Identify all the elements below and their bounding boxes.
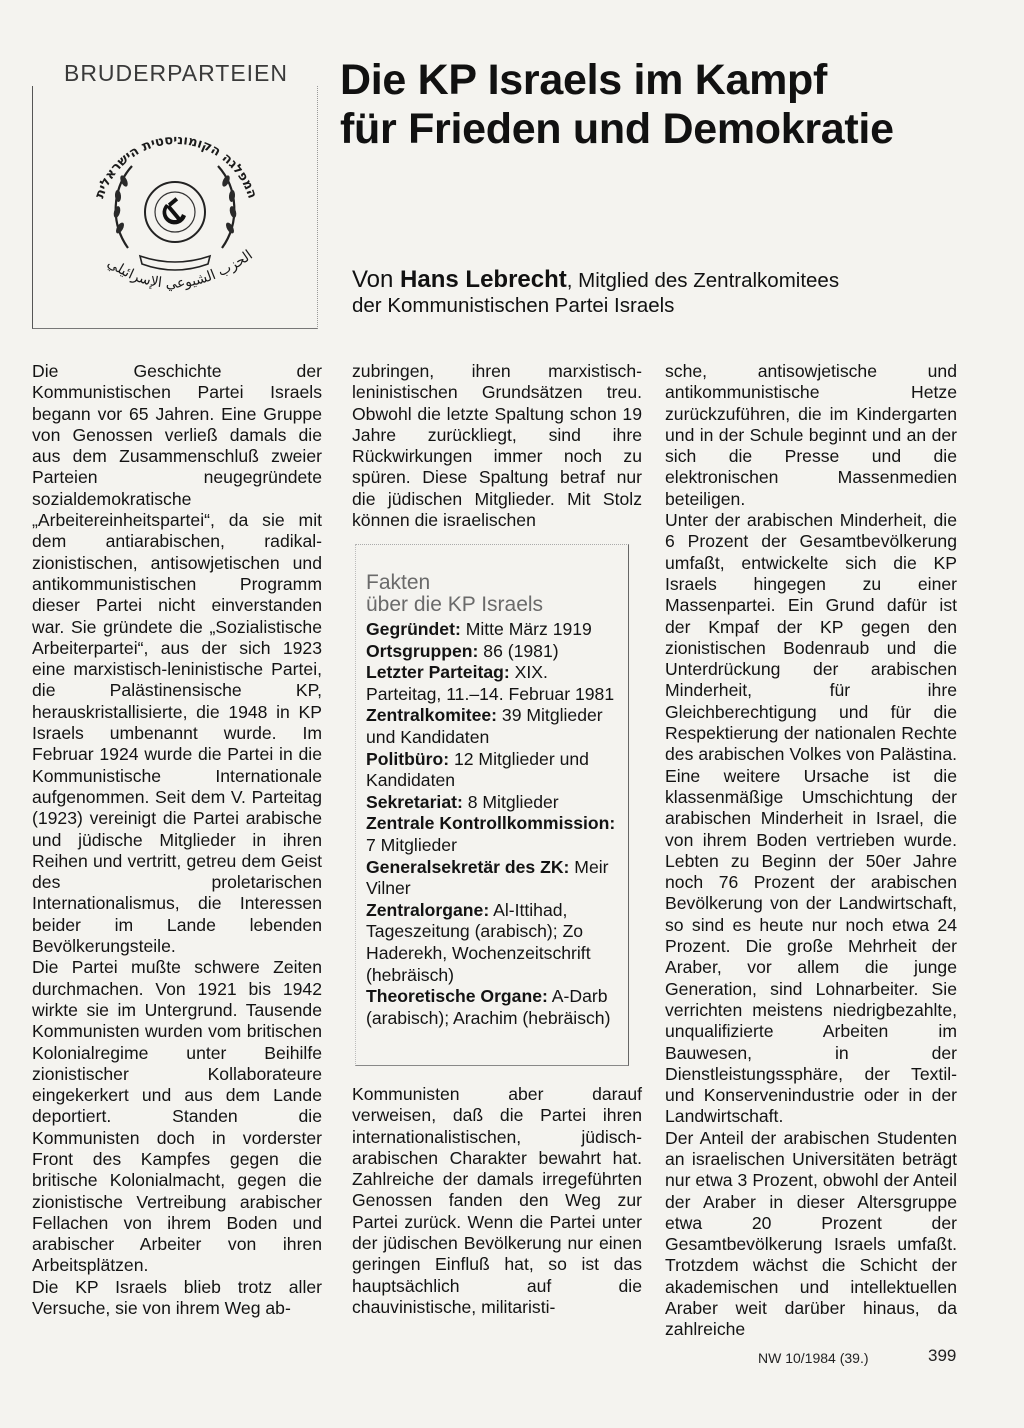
headline xyxy=(340,56,1000,154)
svg-text:الحزب الشيوعي الإسرائيلي: الحزب الشيوعي الإسرائيلي xyxy=(104,247,256,292)
fact-item: Zentralkomitee: 39 Mitglieder und Kandidaten xyxy=(366,705,603,747)
paragraph: Der Anteil der arabischen Studenten an israelischen Universitäten beträgt nur etwa 3 Prozent, obwohl der Anteil der Araber in dieser Altersgruppe etwa 20 Prozent der Gesamtbevölkerung Israels umfaßt. Trotzdem wächst die Schicht der akademischen und intellektuellen Araber weit darüber hinaus, da zahlreiche xyxy=(665,1127,957,1340)
byline-role-1: , Mitglied des Zentralkomitees xyxy=(566,269,840,292)
fact-item: Gegründet: Mitte März 1919 xyxy=(366,619,592,639)
paragraph: zubringen, ihren marxistisch-leninistischen Grundsätzen treu. Obwohl die letzte Spaltung schon 19 Jahre zurückliegt, sind ihre Rückwirkungen immer noch zu spüren. Diese Spaltung betraf nur die jüdischen Mitglieder. Mit Stolz können die israelischen xyxy=(352,361,642,531)
party-emblem-icon xyxy=(70,108,280,308)
article-column-3 xyxy=(665,361,957,1341)
fact-item: Theoretische Organe: A-Darb (arabisch); Arachim (hebräisch) xyxy=(366,986,611,1028)
svg-text:המפלגה הקומוניסטית הישראלית: המפלגה הקומוניסטית הישראלית xyxy=(92,132,260,201)
footer-reference: NW 10/1984 (39.) xyxy=(758,1350,869,1366)
paragraph: sche, antisowjetische und antikommunistische Hetze zurückzuführen, die im Kindergarten und in der Schule beginnt und an der sich die Presse und die elektronischen Massenmedien beteiligen. xyxy=(665,361,957,509)
fact-item: Ortsgruppen: 86 (1981) xyxy=(366,640,559,661)
byline-prefix: Von xyxy=(352,266,401,293)
byline-role-2: der Kommunistischen Partei Israels xyxy=(352,294,675,317)
paragraph: Die KP Israels blieb trotz aller Versuche, sie von ihrem Weg ab- xyxy=(32,1276,322,1319)
section-label: BRUDERPARTEIEN xyxy=(30,60,322,86)
paragraph: Unter der arabischen Minderheit, die 6 Prozent der Gesamtbevölkerung umfaßt, entwickelte sich die KP Israels hingegen zu einer Massenpartei. Ein Grund dafür ist der Kmpaf der KP gegen den zionistischen Bodenraub und die Unterdrückung der arabischen Minderheit, für ihre Gleichberechtigung und für die Respektierung der nationalen Rechte des arabischen Volkes von Palästina. Eine weitere Ursache ist die klassenmäßige Umschichtung der arabischen Minderheit in Israel, die von ihrem Boden vertrieben wurde. Lebten zu Beginn der 50er Jahre noch 76 Prozent der arabischen Bevölkerung von der Landwirtschaft, so sind es heute nur noch etwa 24 Prozent. Die große Mehrheit der Araber, vor allem die junge Generation, sind Lohnarbeiter. Sie verrichten meistens niedrigbezahlte, unqualifizierte Arbeiten im Bauwesen, in der Dienstleistungssphäre, der Textil- und Konservenindustrie oder in der Landwirtschaft. xyxy=(665,510,957,1127)
fact-item: Generalsekretär des ZK: Meir Vilner xyxy=(366,856,609,899)
page-number: 399 xyxy=(928,1346,957,1365)
article-column-1 xyxy=(32,361,322,1319)
fact-item: Zentralorgane: Al-Ittihad, Tageszeitung (arabisch); Zo Haderekh, Wochenzeitschrift (hebräisch) xyxy=(366,899,591,985)
facts-title: Fakten über die KP Israels xyxy=(366,571,544,616)
headline-line-2: für Frieden und Demokratie xyxy=(340,105,894,153)
byline-author: Hans Lebrecht xyxy=(400,266,567,293)
paragraph: Die Geschichte der Kommunistischen Partei Israels begann vor 65 Jahren. Eine Gruppe von Genossen verließ damals die aus dem Zusammenschluß zweier Parteien neugegründete sozialdemokratische „Arbeitereinheitspartei“, da sie mit dem antiarabischen, radikal-zionistischen, antisowjetischen und antikommunistischen Programm dieser Partei nicht einverstanden war. Sie gründete die „Sozialistische Arbeiterpartei“, aus der sich 1923 eine marxistisch-leninistische Partei, die Palästinensische KP, herauskristallisierte, die 1948 in KP Israels umbenannt wurde. Im Februar 1924 wurde die Partei in die Kommunistische Internationale aufgenommen. Seit dem V. Parteitag (1923) vereinigt die Partei arabische und jüdische Mitglieder in ihren Reihen und vertritt, getreu dem Geist des proletarischen Internationalismus, die Interessen beider im Lande lebenden Bevölkerungsteile. xyxy=(32,361,322,957)
paragraph: Kommunisten aber darauf verweisen, daß die Partei ihren internationalistischen, jüdisch-arabischen Charakter bewahrt hat. Zahlreiche der damals irregeführten Genossen fanden den Weg zur Partei zurück. Wenn die Partei unter der jüdischen Bevölkerung nur einen geringen Einfluß hat, so ist das hauptsächlich auf die chauvinistische, militaristi- xyxy=(352,1084,642,1317)
fact-item: Zentrale Kontrollkommission: 7 Mitglieder xyxy=(366,813,616,855)
article-column-2-top xyxy=(352,361,642,531)
fact-item: Sekretariat: 8 Mitglieder xyxy=(366,791,559,812)
fact-item: Politbüro: 12 Mitglieder und Kandidaten xyxy=(366,748,589,791)
headline-line-1: Die KP Israels im Kampf xyxy=(340,56,828,104)
facts-list xyxy=(366,619,624,1029)
paragraph: Die Partei mußte schwere Zeiten durchmachen. Von 1921 bis 1942 wirkte sie im Untergrund. Tausende Kommunisten wurden vom britischen Kolonialregime unter Beihilfe zionistischer Kollaborateure eingekerkert und aus dem Lande deportiert. Standen die Kommunisten doch in vorderster Front des Kampfes gegen die britische Kolonialmacht, gegen die zionistische Vertreibung arabischer Fellachen von ihrem Boden und arabischer Arbeiter von ihren Arbeitsplätzen. xyxy=(32,957,322,1276)
fact-item: Letzter Parteitag: XIX. Parteitag, 11.–14. Februar 1981 xyxy=(366,662,615,704)
article-column-2-bottom xyxy=(352,1084,642,1318)
byline xyxy=(352,267,1012,318)
